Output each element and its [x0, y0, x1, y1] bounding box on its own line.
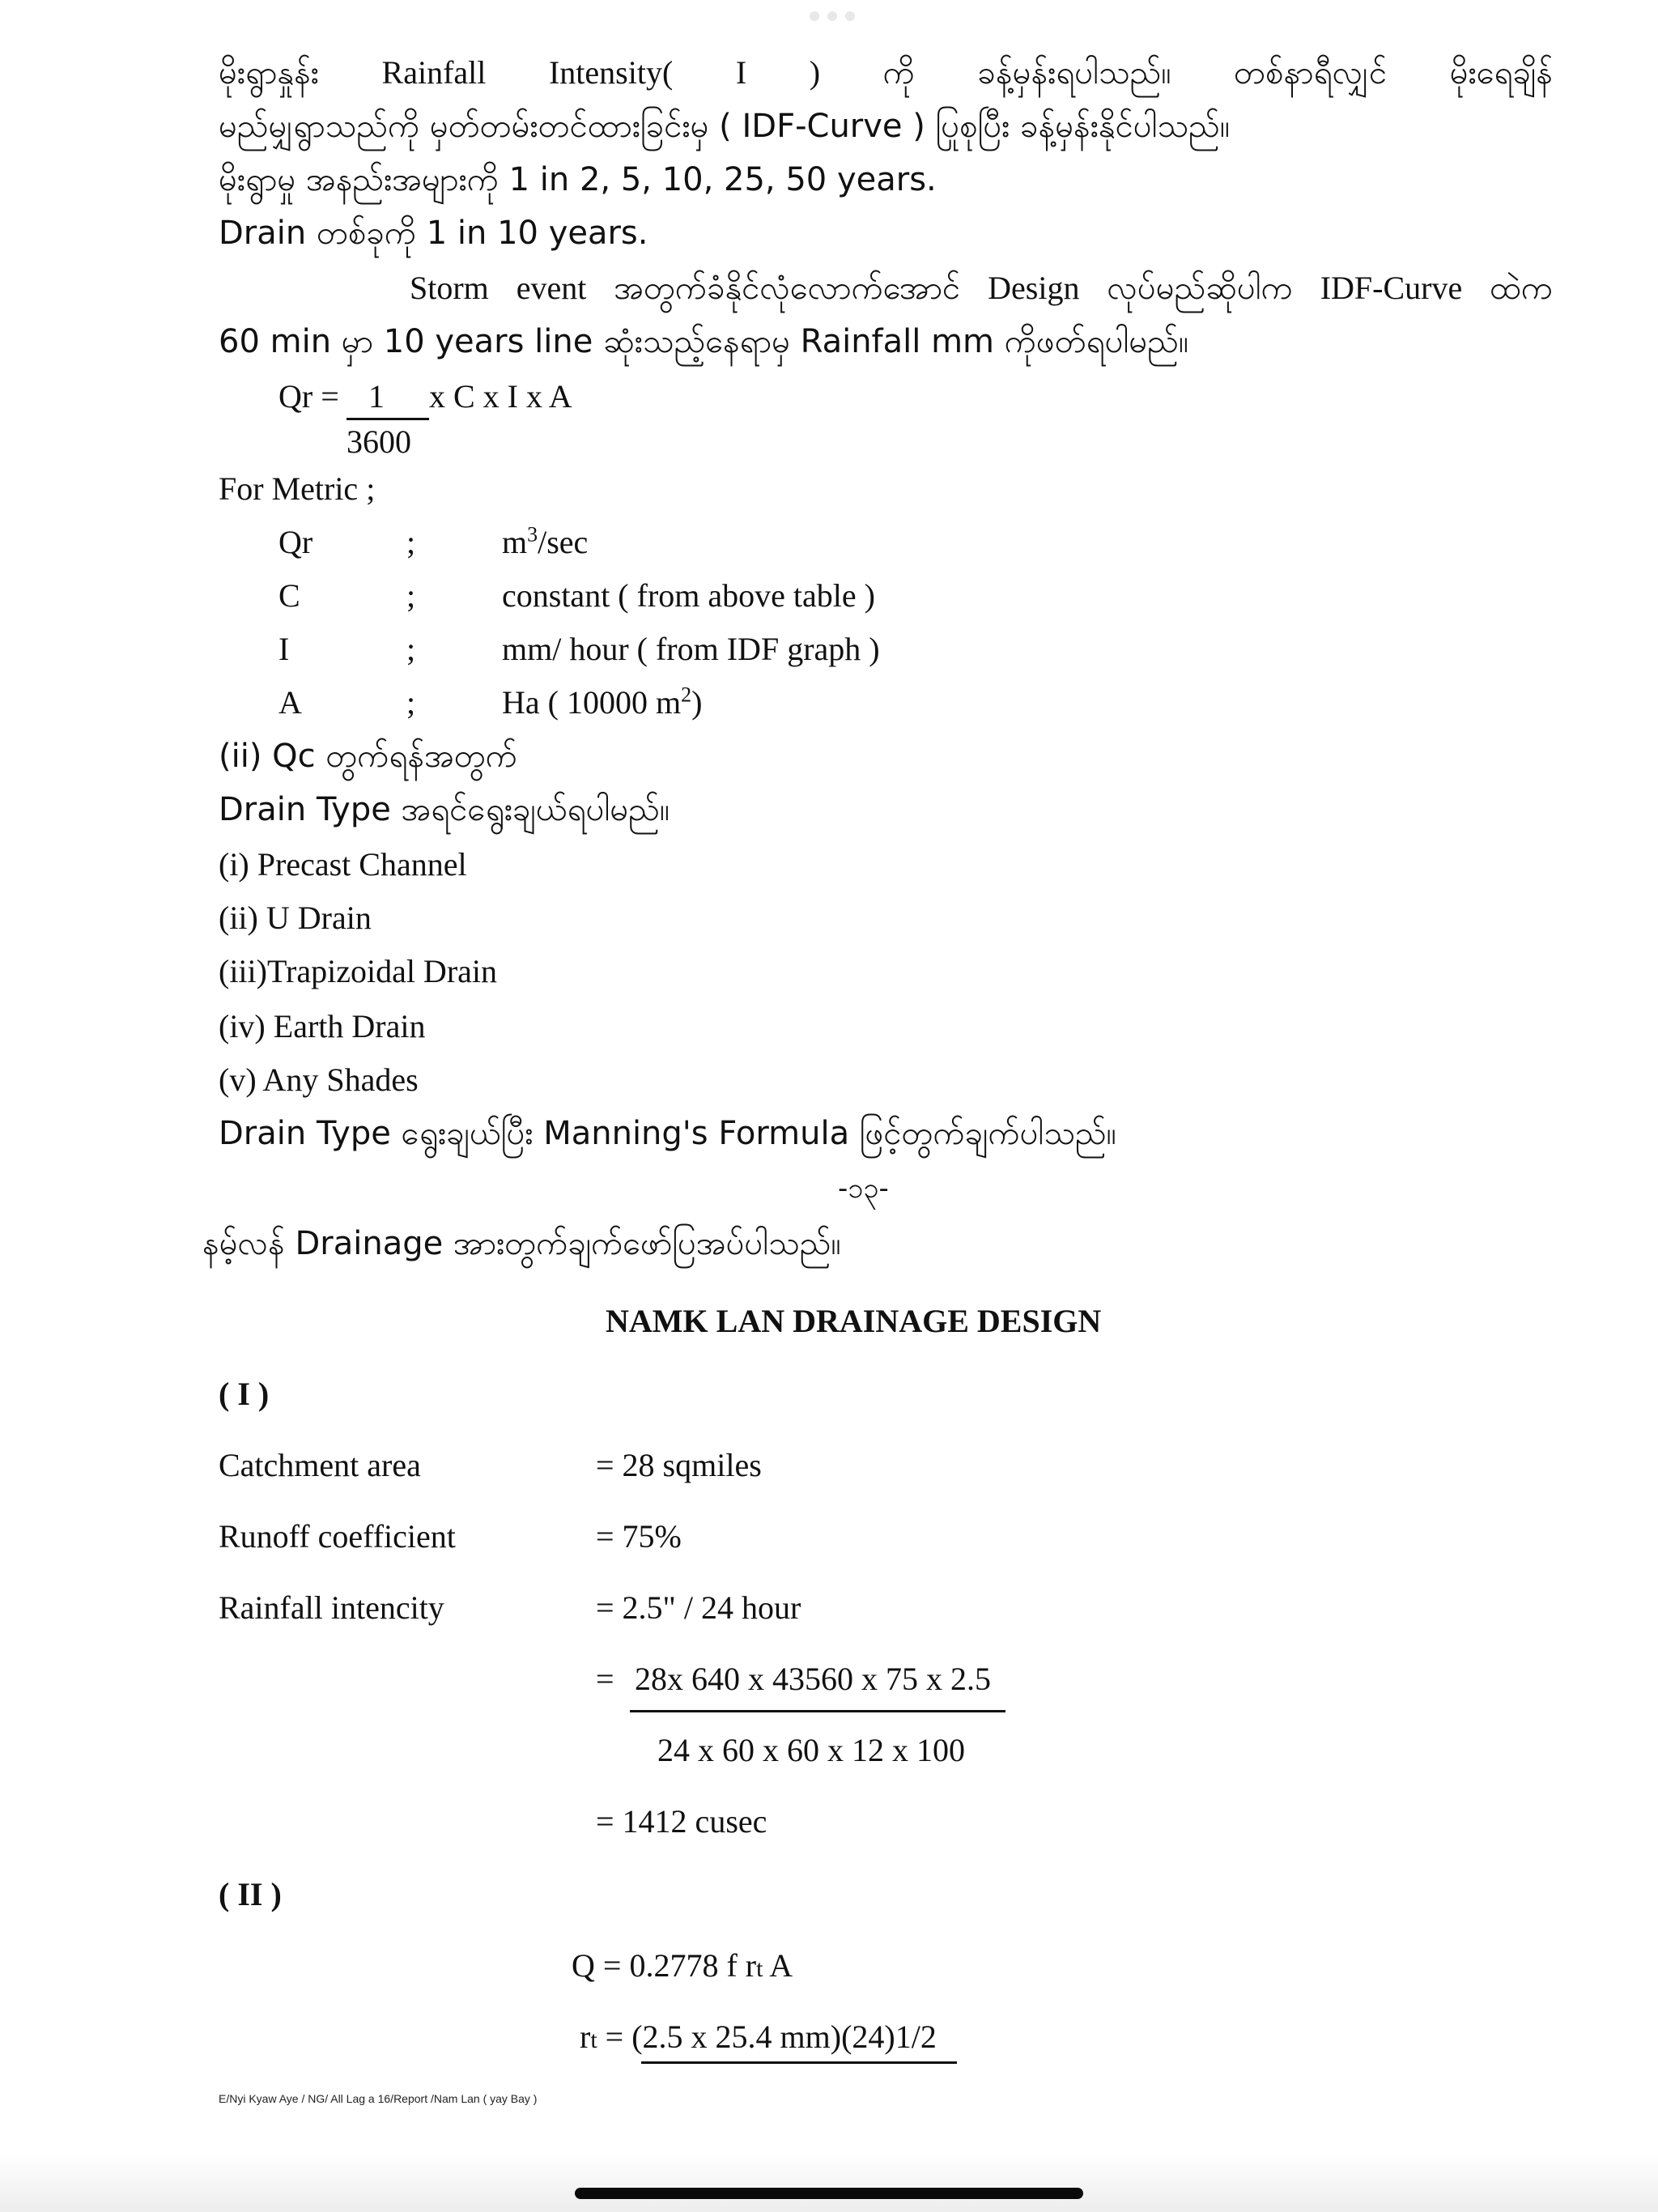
metric-heading: For Metric ;: [219, 470, 376, 507]
example-intro: နမ့်လန် Drainage အားတွက်ချက်ဖော်ပြအပ်ပါသည်။: [202, 1225, 841, 1262]
metric-description: Ha ( 10000 $m^2$): [502, 683, 703, 721]
intro-line-4: Drain တစ်ခုကို 1 in 10 years.: [219, 215, 648, 252]
design-title: NAMK LAN DRAINAGE DESIGN: [606, 1303, 1102, 1339]
bottom-shade: [0, 2154, 1658, 2212]
metric-separator: ;: [406, 631, 416, 667]
formula-rest: x C x I x A: [429, 378, 572, 415]
calc-equals: =: [596, 1661, 614, 1697]
intro-line-6: 60 min မှာ 10 years line ဆုံးသည့်နေရာမှ Rainfall mm ကိုဖတ်ရပါမည်။: [219, 323, 1188, 360]
drain-type-item: (ii) U Drain: [219, 900, 372, 936]
metric-symbol: A: [278, 684, 302, 721]
qc-choose-drain: Drain Type အရင်ရွေးချယ်ရပါမည်။: [219, 791, 670, 828]
formula-lhs: Qr =: [278, 378, 339, 415]
rt-underline: [641, 2061, 957, 2064]
page-indicator-dots: [810, 11, 855, 21]
metric-separator: ;: [406, 684, 416, 721]
fraction-bar: [346, 418, 429, 420]
metric-separator: ;: [406, 577, 416, 614]
formula-numerator: 1: [368, 378, 385, 415]
metric-symbol: Qr: [278, 524, 313, 560]
intro-line-1: မိုးရွာနှုန်း Rainfall Intensity( I ) ကို ခန့်မှန်းရပါသည်။ တစ်နာရီလျှင် မိုးရေချိန်: [219, 54, 1553, 91]
qc-title: (ii) Qc တွက်ရန်အတွက်: [219, 738, 517, 775]
calc-fraction-bar: [630, 1710, 1005, 1712]
drain-type-item: (i) Precast Channel: [219, 846, 467, 883]
drain-type-item: (iv) Earth Drain: [219, 1008, 426, 1044]
drain-type-item: (v) Any Shades: [219, 1061, 419, 1098]
section-1-label: ( I ): [219, 1376, 270, 1412]
footer-path: E/Nyi Kyaw Aye / NG/ All Lag a 16/Report /Nam Lan ( yay Bay ): [219, 2092, 538, 2105]
param-value: = 28 sqmiles: [596, 1447, 762, 1483]
rt-formula: rt = (2.5 x 25.4 mm)(24)1/2: [580, 2018, 937, 2055]
manning-line: Drain Type ရွေးချယ်ပြီး Manning's Formula ဖြင့်တွက်ချက်ပါသည်။: [219, 1115, 1116, 1152]
calc-denominator: 24 x 60 x 60 x 12 x 100: [657, 1732, 965, 1768]
param-label: Catchment area: [219, 1447, 421, 1483]
intro-line-2: မည်မျှရွာသည်ကို မှတ်တမ်းတင်ထားခြင်းမှ ( IDF-Curve ) ပြုစုပြီး ခန့်မှန်းနိုင်ပါသည်။: [219, 108, 1230, 145]
param-label: Rainfall intencity: [219, 1589, 444, 1626]
metric-symbol: I: [278, 631, 290, 667]
metric-description: mm/ hour ( from IDF graph ): [502, 631, 880, 667]
intro-line-3: မိုးရွာမှု အနည်းအများကို 1 in 2, 5, 10, 25, 50 years.: [219, 161, 937, 198]
param-label: Runoff coefficient: [219, 1518, 456, 1555]
metric-separator: ;: [406, 524, 416, 560]
param-value: = 75%: [596, 1518, 682, 1555]
formula-denominator: 3600: [346, 423, 411, 460]
metric-description: $m^3/\sec$: [502, 522, 589, 560]
drain-type-item: (iii)Trapizoidal Drain: [219, 953, 498, 989]
intro-line-5: Storm event အတွက်ခံနိုင်လုံလောက်အောင် Design လုပ်မည်ဆိုပါက IDF-Curve ထဲက: [410, 270, 1553, 307]
param-value: = 2.5" / 24 hour: [596, 1589, 801, 1626]
home-indicator[interactable]: [575, 2188, 1083, 2199]
page-number: -၁၃-: [838, 1172, 889, 1205]
q-formula: Q = 0.2778 f rt A: [572, 1947, 793, 1984]
metric-symbol: C: [278, 577, 300, 614]
section-2-label: ( II ): [219, 1876, 282, 1912]
metric-description: constant ( from above table ): [502, 577, 875, 614]
calc-result: = 1412 cusec: [596, 1803, 767, 1840]
calc-numerator: 28x 640 x 43560 x 75 x 2.5: [635, 1661, 991, 1697]
